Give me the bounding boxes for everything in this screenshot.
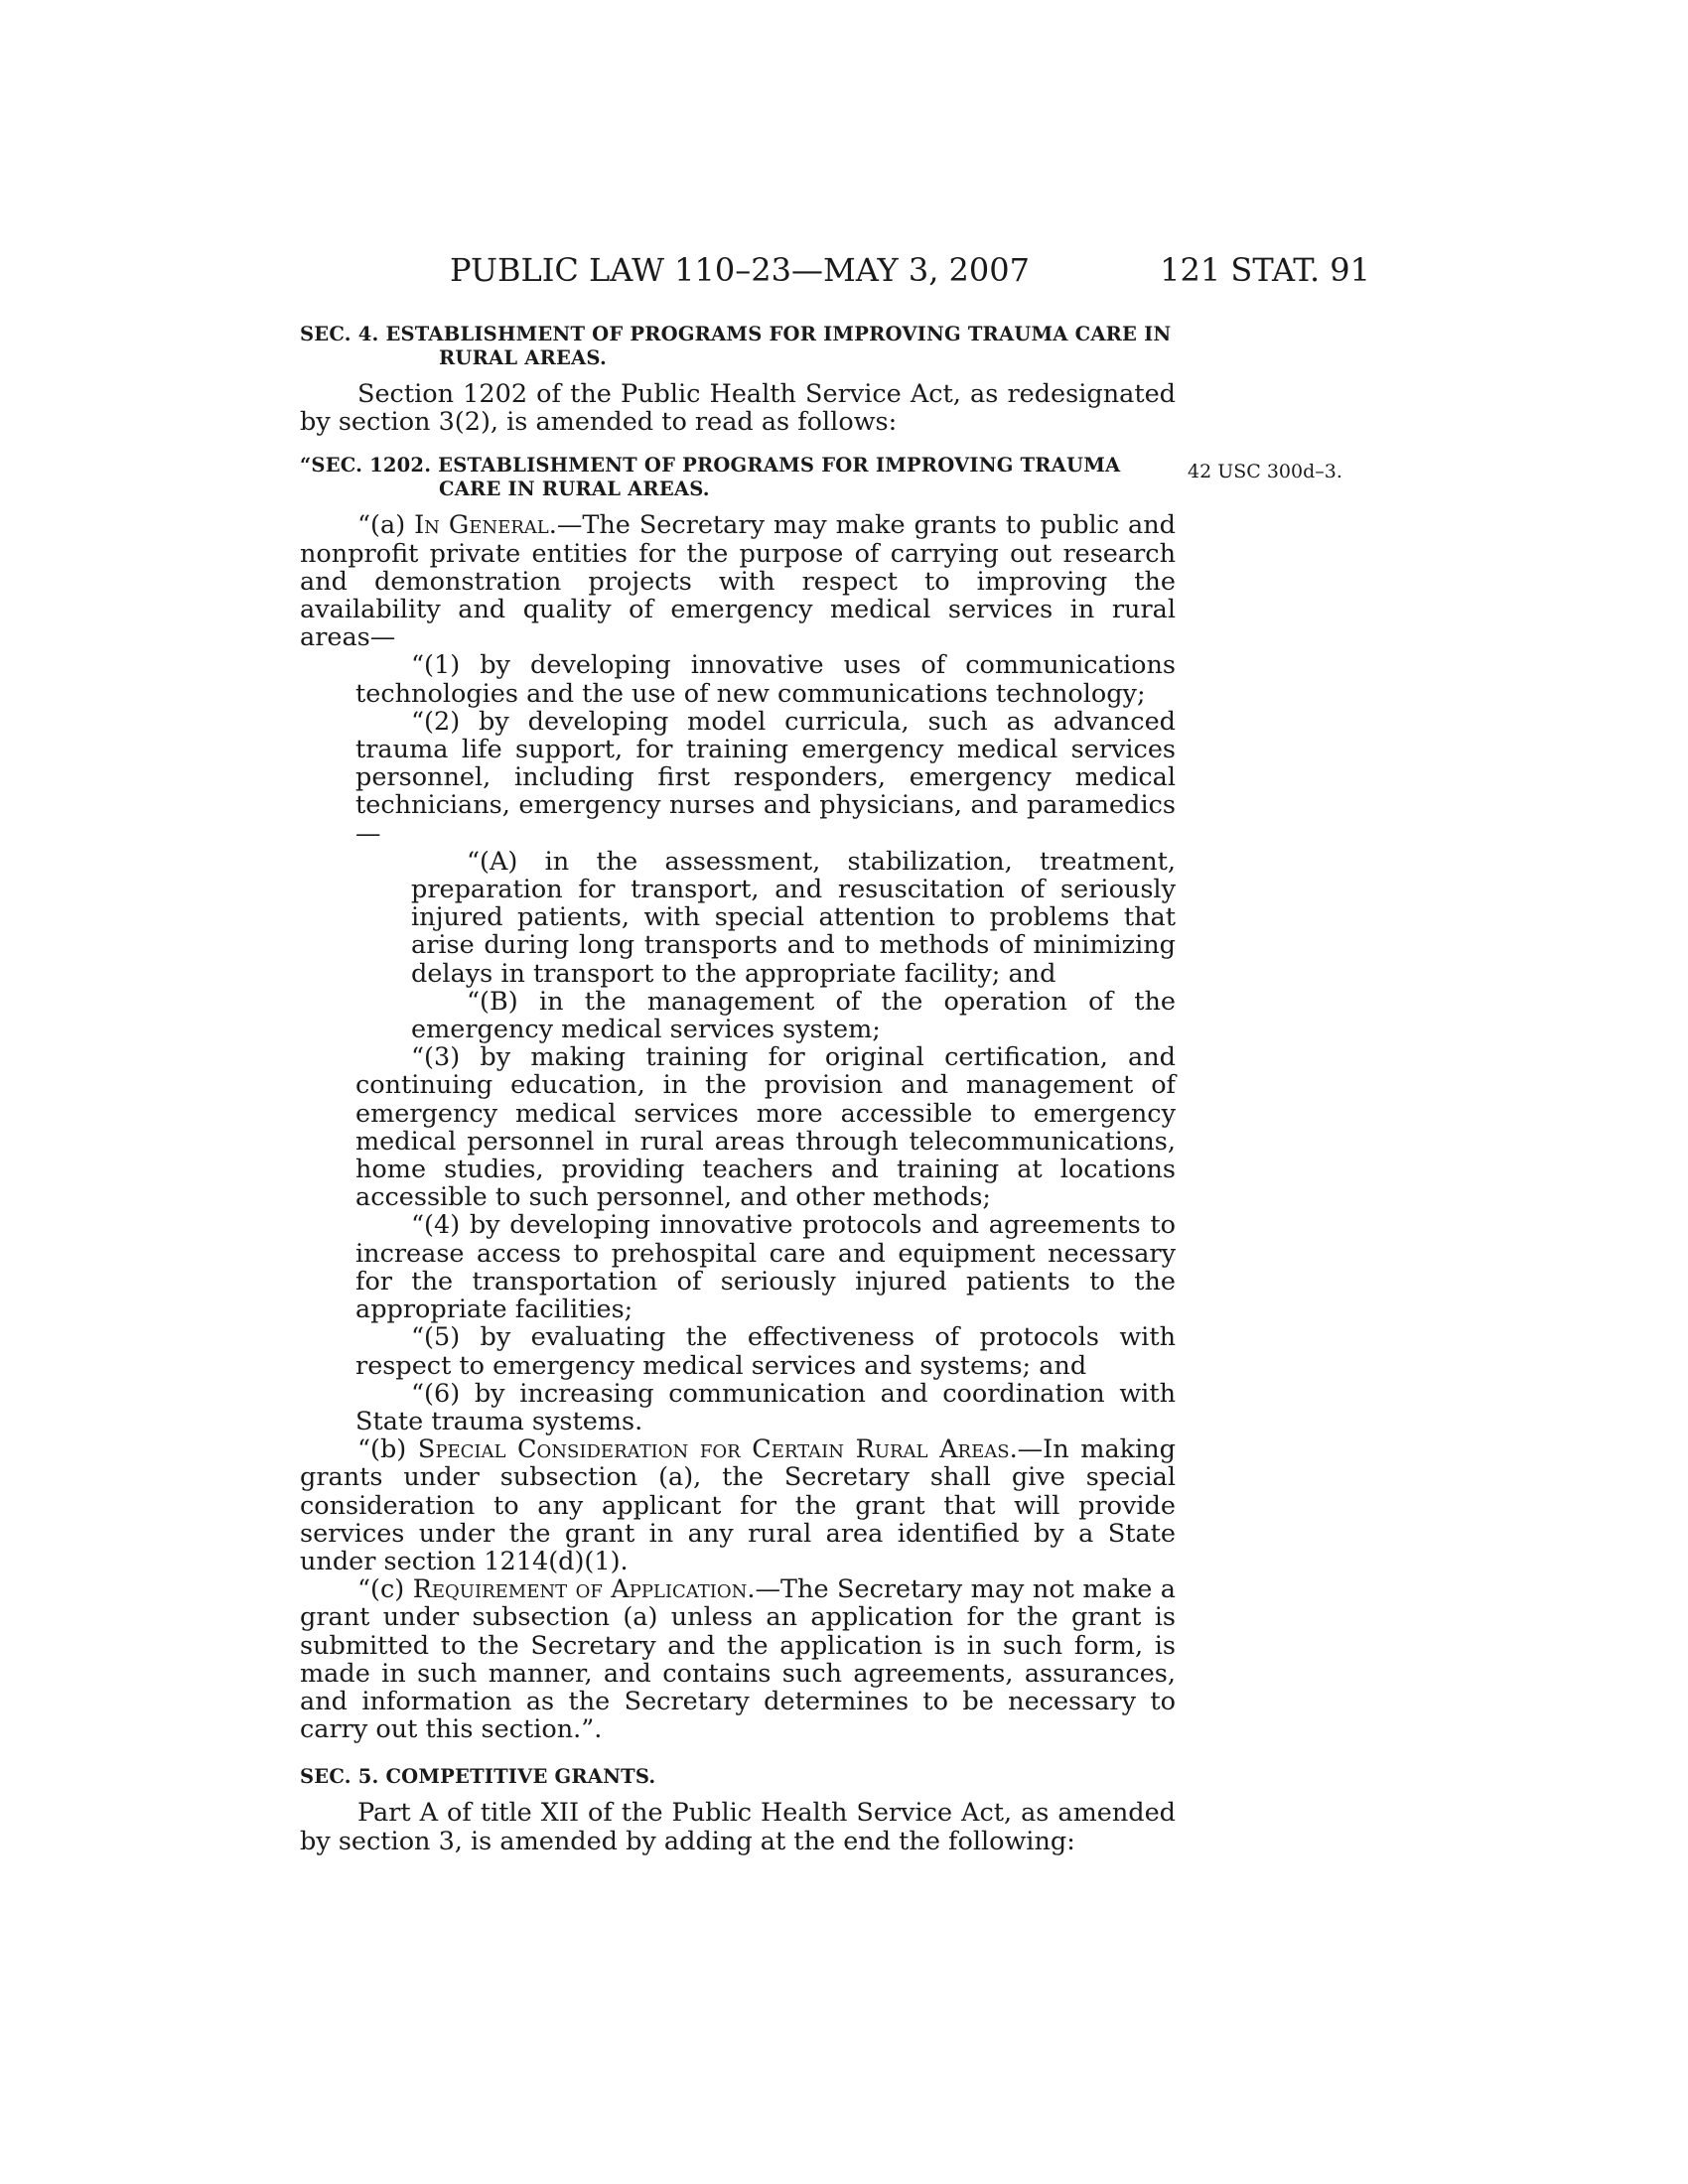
subsection-a-text: .—The Secretary may make grants to public and nonprofit private entities for the purpose of carrying out research and demonstration projects with respect to improving the availability and quality of emergency medical services in rural areas— — [300, 510, 1176, 653]
subsection-a-title: In General — [414, 510, 549, 541]
margin-citation: 42 USC 300d–3. — [1188, 461, 1342, 482]
subsection-c-text: .—The Secretary may not make a grant under subsection (a) unless an application for the grant is submitted to the Secretary and the application is in such form, is made in such manner, and contains such agreements, assurances, and information as the Secretary determines to be necessary to carry out this section.”. — [300, 1574, 1177, 1745]
subparagraph-B: “(B) in the management of the operation of the emergency medical services system; — [411, 986, 1176, 1045]
subsection-a-prefix: “(a) — [357, 510, 415, 541]
section-4-heading: SEC. 4. ESTABLISHMENT OF PROGRAMS FOR IMPROVING TRAUMA CARE IN RURAL AREAS. — [300, 323, 1172, 369]
subsection-b-prefix: “(b) — [357, 1434, 418, 1465]
section-5-intro: Part A of title XII of the Public Health Service Act, as amended by section 3, is amended by adding at the end the following: — [300, 1798, 1176, 1856]
paragraph-5: “(5) by evaluating the effectiveness of protocols with respect to emergency medical services and systems; and — [355, 1322, 1176, 1381]
subsection-b — [300, 1435, 1176, 1575]
law-title: PUBLIC LAW 110–23—MAY 3, 2007 — [450, 251, 1030, 289]
paragraph-6: “(6) by increasing communication and coordination with State trauma systems. — [355, 1378, 1176, 1436]
paragraph-1: “(1) by developing innovative uses of communications technologies and the use of new communications technology; — [355, 650, 1176, 709]
section-5-heading: SEC. 5. COMPETITIVE GRANTS. — [300, 1765, 656, 1789]
subsection-a — [300, 511, 1176, 651]
subsection-b-text: .—In making grants under subsection (a), the Secretary shall give special consideration to any applicant for the grant that will provide services under the grant in any rural area identified by a State under section 1214(d)(1). — [300, 1434, 1177, 1576]
subsection-c-title: Requirement of Application — [412, 1574, 748, 1605]
subparagraph-A: “(A) in the assessment, stabilization, treatment, preparation for transport, and resuscitation of seriously injured patients, with special attention to problems that arise during long transports and to methods of minimizing delays in transport to the appropriate facility; and — [411, 846, 1176, 989]
paragraph-3: “(3) by making training for original certification, and continuing education, in the provision and management of emergency medical services more accessible to emergency medical personnel in rural areas through telecommunications, home studies, providing teachers and training at locations accessible to such personnel, and other methods; — [355, 1042, 1176, 1213]
paragraph-2: “(2) by developing model curricula, such as advanced trauma life support, for training emergency medical services personnel, including first responders, emergency medical technicians, emergency nurses and physicians, and paramedics— — [355, 706, 1176, 849]
subsection-b-title: Special Consideration for Certain Rural Areas — [417, 1434, 1010, 1465]
subsection-c-prefix: “(c) — [357, 1574, 413, 1605]
section-1202-heading: “SEC. 1202. ESTABLISHMENT OF PROGRAMS FOR IMPROVING TRAUMA CARE IN RURAL AREAS. — [300, 454, 1121, 501]
main-text-column — [300, 323, 1176, 1855]
section-4-intro: Section 1202 of the Public Health Service Act, as redesignated by section 3(2), is amended to read as follows: — [300, 379, 1176, 438]
statute-page-number: 121 STAT. 91 — [1160, 251, 1370, 289]
subsection-c — [300, 1575, 1176, 1743]
paragraph-4: “(4) by developing innovative protocols and agreements to increase access to prehospital care and equipment necessary for the transportation of seriously injured patients to the appropriate facilities; — [355, 1210, 1176, 1325]
